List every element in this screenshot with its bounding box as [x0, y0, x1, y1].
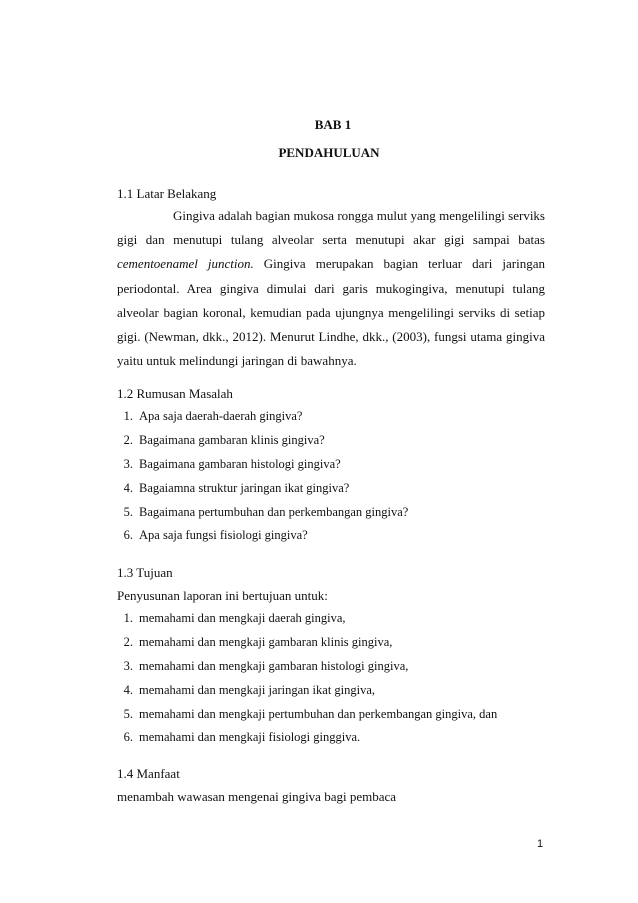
- paragraph-text-b: Gingiva merupakan bagian terluar dari jaringan periodontal. Area gingiva dimulai dari garis mukogingiva, menutupi tulang alveolar bagian koronal, kemudian pada ujungnya mengelilingi serviks di setiap gigi. (Newman, dkk., 2012). Menurut Lindhe, dkk., (2003), fungsi utama gingiva yaitu untuk melindungi jaringan di bawahnya.: [117, 256, 545, 369]
- page-number: 1: [537, 838, 544, 850]
- section-heading-manfaat: 1.4 Manfaat: [117, 766, 180, 781]
- list-number: 1.: [123, 611, 133, 625]
- section-heading-rumusan-masalah: 1.2 Rumusan Masalah: [117, 386, 233, 401]
- list-number: 1.: [123, 409, 133, 423]
- list-text: memahami dan mengkaji gambaran klinis gingiva,: [139, 634, 393, 649]
- list-number: 6.: [123, 730, 133, 745]
- manfaat-text: menambah wawasan mengenai gingiva bagi pembaca: [117, 789, 397, 804]
- list-item: [113, 726, 497, 750]
- list-number: 5.: [123, 504, 133, 519]
- list-item: [113, 477, 408, 501]
- list-item: [113, 405, 408, 429]
- list-text: Apa saja fungsi fisiologi gingiva?: [139, 528, 308, 543]
- list-item: [113, 453, 408, 477]
- list-text: memahami dan mengkaji daerah gingiva,: [139, 611, 346, 625]
- tujuan-list: [113, 607, 497, 750]
- list-item: [113, 501, 408, 525]
- list-text: memahami dan mengkaji gambaran histologi gingiva,: [139, 658, 409, 673]
- list-item: [113, 429, 408, 453]
- list-text: Bagaimana gambaran klinis gingiva?: [139, 432, 325, 447]
- list-item: [113, 631, 497, 655]
- list-item: [113, 524, 408, 548]
- list-number: 6.: [123, 528, 133, 543]
- list-item: [113, 607, 497, 631]
- list-item: [113, 703, 497, 727]
- list-item: [113, 655, 497, 679]
- paragraph-italic-term: cementoenamel junction.: [117, 256, 254, 272]
- chapter-title: BAB 1: [314, 117, 352, 132]
- list-number: 3.: [123, 658, 133, 673]
- list-text: Bagaimana pertumbuhan dan perkembangan gingiva?: [139, 504, 409, 519]
- section-heading-tujuan: 1.3 Tujuan: [117, 565, 173, 580]
- list-text: Bagaimana gambaran histologi gingiva?: [139, 456, 341, 471]
- list-text: memahami dan mengkaji fisiologi ginggiva.: [139, 730, 361, 745]
- list-text: memahami dan mengkaji pertumbuhan dan perkembangan gingiva, dan: [139, 706, 498, 721]
- list-text: Apa saja daerah-daerah gingiva?: [139, 409, 303, 423]
- list-number: 2.: [123, 634, 133, 649]
- tujuan-intro: Penyusunan laporan ini bertujuan untuk:: [117, 588, 328, 603]
- list-item: [113, 679, 497, 703]
- rumusan-masalah-list: [113, 405, 408, 548]
- list-number: 2.: [123, 432, 133, 447]
- section-heading-latar-belakang: 1.1 Latar Belakang: [117, 186, 217, 201]
- chapter-subtitle: PENDAHULUAN: [278, 145, 380, 160]
- paragraph-text-a: Gingiva adalah bagian mukosa rongga mulut yang mengelilingi serviks gigi dan menutupi tulang alveolar serta menutupi akar gigi sampai batas: [117, 208, 545, 248]
- list-number: 4.: [123, 682, 133, 697]
- list-number: 3.: [123, 456, 133, 471]
- paragraph-latar-belakang: [117, 204, 545, 373]
- list-number: 4.: [123, 480, 133, 495]
- list-number: 5.: [123, 706, 133, 721]
- list-text: Bagaiamna struktur jaringan ikat gingiva?: [139, 480, 350, 495]
- list-text: memahami dan mengkaji jaringan ikat gingiva,: [139, 682, 376, 697]
